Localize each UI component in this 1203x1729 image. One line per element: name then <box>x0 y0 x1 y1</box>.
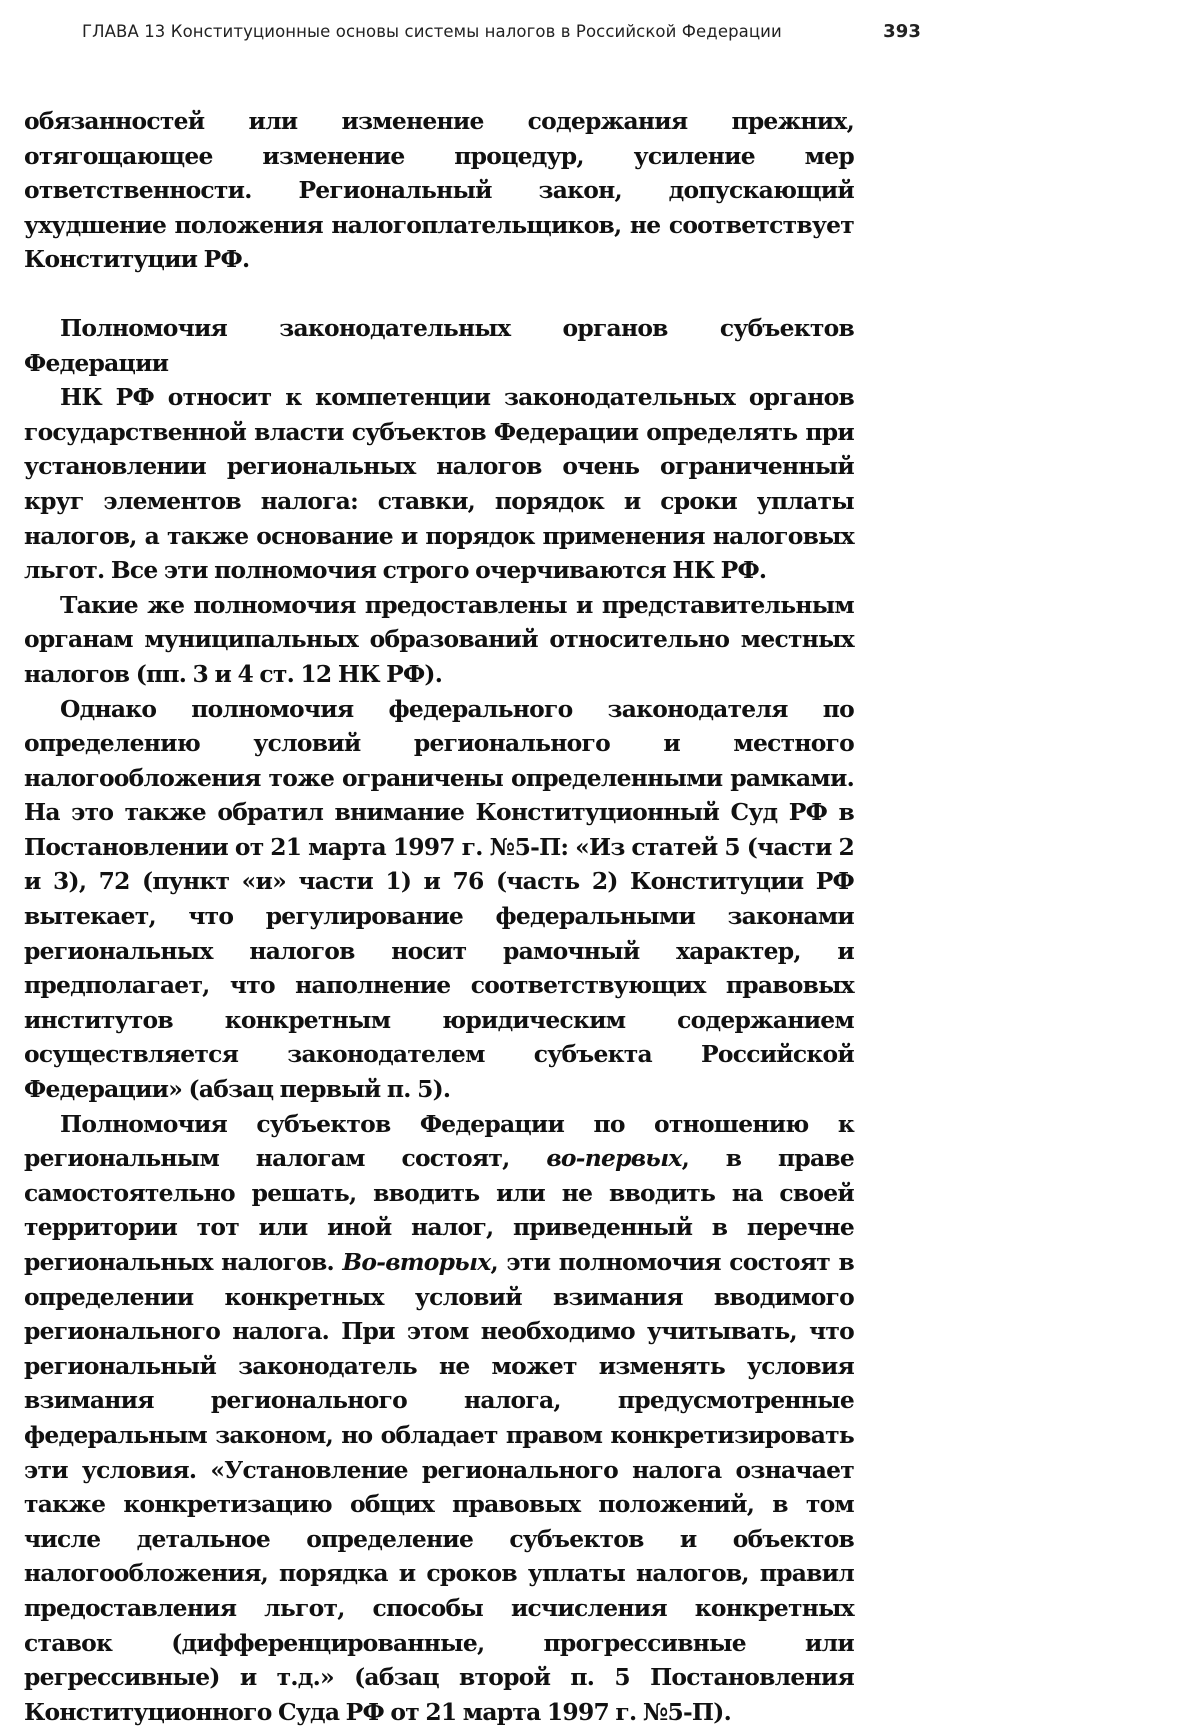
body-text <box>24 104 854 1729</box>
paragraph-3: Однако полномочия федерального законодателя по определению условий регионального и местного налогообложения тоже ограничены определенными рамками. На это также обратил внимание Конституционный Суд РФ в Постановлении от 21 марта 1997 г. №5-П: «Из статей 5 (части 2 и 3), 72 (пункт «и» части 1) и 76 (часть 2) Конституции РФ вытекает, что регулирование федеральными законами региональных налогов носит рамочный характер, и предполагает, что наполнение соответствующих правовых институтов конкретным юридическим содержанием осуществляется законодателем субъекта Российской Федерации» (абзац первый п. 5). <box>24 694 854 1104</box>
paragraph-1: НК РФ относит к компетенции законодательных органов государственной власти субъектов Федерации определять при установлении региональных налогов очень ограниченный круг элементов налога: ставки, порядок и сроки уплаты налогов, а также основание и порядок применения налоговых льгот. Все эти полномочия строго очерчиваются НК РФ. <box>24 383 854 585</box>
paragraph-continued: обязанностей или изменение содержания прежних, отягощающее изменение процедур, усиление мер ответственности. Региональный закон, допускающий ухудшение положения налогоплательщиков, не соответствует Конституции РФ. <box>24 107 854 274</box>
paragraph-4-emphasis-first: во-первых <box>546 1144 682 1173</box>
section-subheading: Полномочия законодательных органов субъектов Федерации <box>24 313 854 377</box>
running-header <box>82 22 927 46</box>
page-number: 393 <box>883 21 921 42</box>
paragraph-4-part-b: , в праве самостоятельно решать, вводить или не вводить на своей территории тот или иной налог, приведенный в перечне региональных налогов. <box>24 1144 854 1276</box>
paragraph-4-emphasis-second: Во-вторых <box>342 1248 491 1276</box>
paragraph-4-part-c: , эти полномочия состоят в определении конкретных условий взимания вводимого регионального налога. При этом необходимо учитывать, что региональный законодатель не может изменять условия взимания регионального налога, предусмотренные федеральным законом, но обладает правом конкретизировать эти условия. «Установление регионального налога означает также конкретизацию общих правовых положений, в том числе детальное определение субъектов и объектов налогообложения, порядка и сроков уплаты налогов, правил предоставления льгот, способы исчисления конкретных ставок (дифференцированные, прогрессивные или регрессивные) и т.д.» (абзац второй п. 5 Постановления Конституционного Суда РФ от 21 марта 1997 г. №5-П). <box>24 1248 854 1726</box>
paragraph-4-part-a: Полномочия субъектов Федерации по отношению к региональным налогам состоят, <box>24 1109 854 1173</box>
chapter-title: ГЛАВА 13 Конституционные основы системы налогов в Российской Федерации <box>82 22 782 41</box>
paragraph-4 <box>24 1107 854 1729</box>
paragraph-2: Такие же полномочия предоставлены и представительным органам муниципальных образований относительно местных налогов (пп. 3 и 4 ст. 12 НК РФ). <box>24 590 854 688</box>
